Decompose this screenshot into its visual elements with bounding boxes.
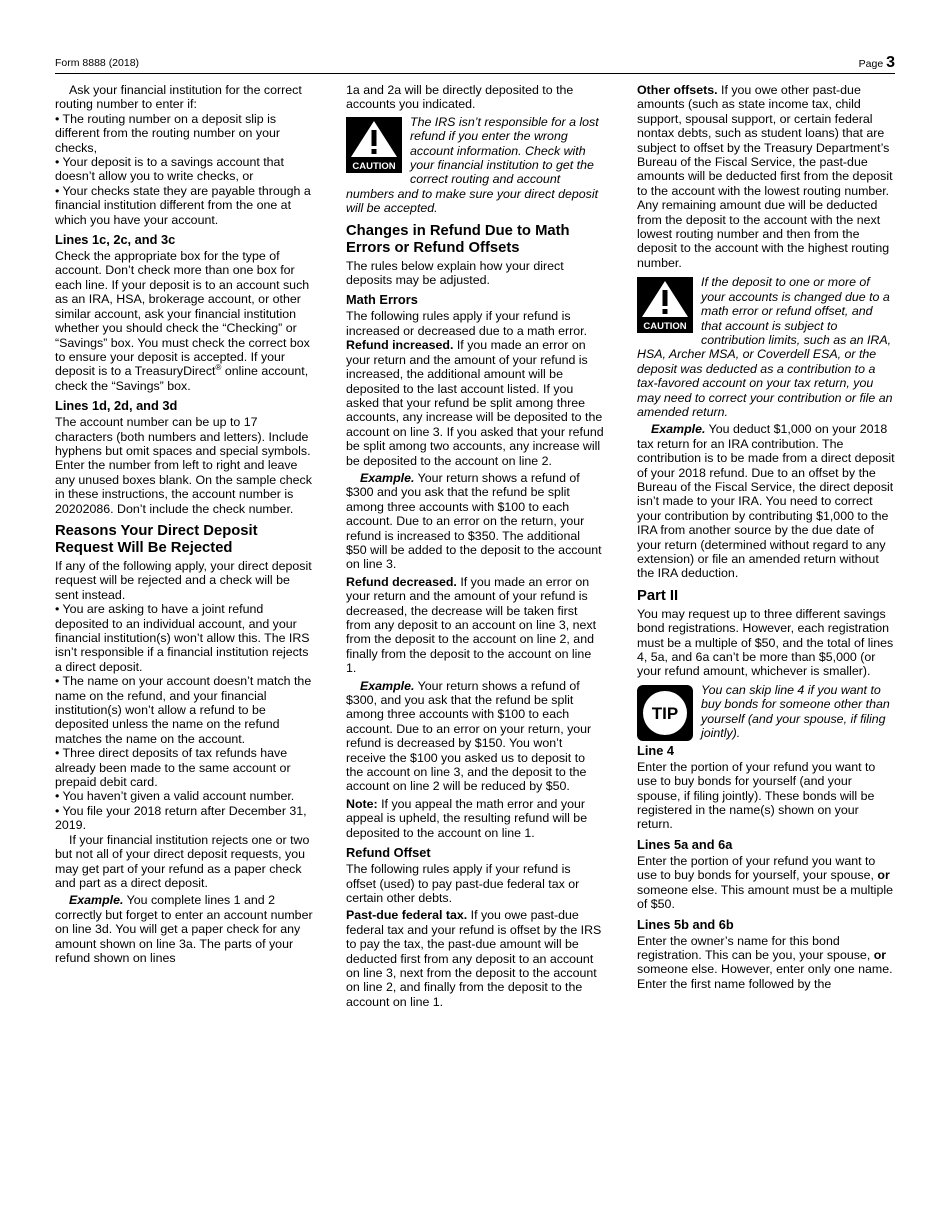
- bullet-item: • You are asking to have a joint refund deposited to an individual account, and your financial institution(s) won’t allow this. The IRS isn’t responsible if a financial institution rejects a direct deposit.: [55, 602, 310, 674]
- paragraph: Enter the portion of your refund you want to use to buy bonds for yourself (and your spouse, if filing jointly). These bonds will be registered in the name(s) shown on your return.: [637, 759, 876, 832]
- note-label: Note:: [346, 796, 378, 811]
- paragraph: The following rules apply if your refund is offset (used) to pay past-due federal tax or certain other debts.: [346, 862, 580, 905]
- column-3: [637, 83, 895, 991]
- example-paragraph: [346, 471, 604, 572]
- column-1: [55, 83, 313, 965]
- caution-icon: [637, 277, 693, 333]
- tip-icon: [637, 685, 693, 741]
- paragraph: Ask your financial institution for the correct routing number to enter if:: [55, 83, 302, 112]
- paragraph-text: If you made an error on your return and the amount of your refund is increased, the additional amount will be deposited to the last account listed. If you asked that your refund be split among three accounts, any increase will be deposited to the account on line 3. If you asked that your refund be split among two accounts, any increase will be deposited to the account on line 2.: [346, 338, 604, 468]
- page-label: Page: [858, 58, 884, 70]
- past-due-label: Past-due federal tax.: [346, 908, 468, 923]
- caution-callout: [346, 115, 604, 216]
- paragraph-text: Check the appropriate box for the type of account. Don’t check more than one box for each line. If your deposit is to an account such as an IRA, HSA, brokerage account, or other similar account, ask your financial institution whether you should check the “Checking” or “Savings” box. You must check the correct box to ensure your deposit is accepted. If your deposit is to a TreasuryDirect: [55, 249, 310, 379]
- example-text: You deduct $1,000 on your 2018 tax return for an IRA contribution. The contribution is to be made from a direct deposit of your 2018 refund. Due to an offset by the Bureau of the Fiscal Service, the direct deposit isn’t made to your IRA. You need to correct your contribution by contributing $1,000 to the IRA from another source by the due date of your return (determined without regard to any extension) or file an amended return without the IRA deduction.: [637, 422, 895, 581]
- paragraph: 1a and 2a will be directly deposited to the accounts you indicated.: [346, 83, 574, 112]
- section-heading: Reasons Your Direct Deposit Request Will Be Rejected: [55, 522, 258, 556]
- tip-text: You can skip line 4 if you want to buy bonds for someone other than yourself (and your spouse, if filing jointly).: [701, 682, 890, 741]
- paragraph-text: If you owe other past-due amounts (such as state income tax, child support, spousal support, or certain federal nontax debts, such as student loans) that are subject to offset by the Treasury Department’s Bureau of the Fiscal Service, the past-due amounts will be deducted first from the deposit to the account with the lowest routing number. Any remaining amount due will be deducted from the deposit to the account with the next lowest routing number and then from the deposit to the account with the highest routing number.: [637, 83, 893, 270]
- bullet-item: • You haven’t given a valid account number.: [55, 789, 295, 804]
- paragraph-text: Enter the portion of your refund you want to use to buy bonds for yourself, your spouse,: [637, 853, 878, 883]
- other-offsets-label: Other offsets.: [637, 83, 718, 97]
- bullet-item: • You file your 2018 return after December 31, 2019.: [55, 803, 307, 833]
- section-heading: Math Errors: [346, 292, 418, 308]
- paragraph: If your financial institution rejects one or two but not all of your direct deposit requests, you may get part of your refund as a paper check and part as a direct deposit.: [55, 832, 310, 890]
- paragraph-text: Enter the owner’s name for this bond registration. This can be you, your spouse,: [637, 933, 874, 962]
- paragraph: The rules below explain how your direct deposits may be adjusted.: [346, 258, 564, 288]
- caution-label: CAUTION: [643, 321, 687, 333]
- section-heading: Lines 1c, 2c, and 3c: [55, 232, 176, 248]
- note-paragraph: [346, 797, 604, 840]
- example-text: You complete lines 1 and 2 correctly but forget to enter an account number on line 3d. You will get a paper check for any amount shown on line 3a. The parts of your refund shown on lines: [55, 893, 313, 965]
- paragraph: [346, 575, 604, 676]
- example-text: Your return shows a refund of $300, and you ask that the refund be split among three accounts with $100 to each account. Due to an error on your return, your refund is decreased by $150. You won’t receive the $100 you asked us to deposit to the account on line 3, and the deposit to the account on line 2 will be reduced by $50.: [346, 678, 592, 794]
- page-number: 3: [886, 54, 895, 71]
- example-paragraph: [637, 422, 895, 580]
- example-label: Example.: [360, 678, 415, 693]
- bullet-item: • Your checks state they are payable through a financial institution different from the one at which you have your account.: [55, 183, 311, 227]
- registered-mark: ®: [215, 363, 222, 373]
- paragraph-text: online account, check the “Savings” box.: [55, 364, 309, 393]
- form-label: Form 8888 (2018): [55, 57, 140, 69]
- example-label: Example.: [651, 422, 706, 437]
- example-paragraph: [346, 679, 604, 794]
- note-text: If you appeal the math error and your appeal is upheld, the resulting refund will be deposited to the account on line 1.: [346, 796, 588, 840]
- bullet-item: • Your deposit is to a savings account that doesn’t allow you to write checks, or: [55, 155, 284, 184]
- header-rule: [55, 73, 895, 74]
- paragraph: The account number can be up to 17 characters (both numbers and letters). Include hyphens but omit spaces and special symbols. Enter the number from left to right and leave any unused boxes blank. On the sample check in these instructions, the account number is 20202086. Don’t include the check number.: [55, 415, 312, 516]
- section-heading: Lines 1d, 2d, and 3d: [55, 398, 178, 414]
- section-heading: Lines 5b and 6b: [637, 916, 734, 932]
- section-heading: Line 4: [637, 742, 674, 758]
- or-emphasis: or: [877, 868, 890, 883]
- tip-callout: [637, 683, 895, 741]
- example-label: Example.: [69, 893, 124, 908]
- refund-increased-label: Refund increased.: [346, 338, 454, 353]
- section-heading: Refund Offset: [346, 845, 431, 861]
- paragraph-text: someone else. This amount must be a multiple of $50.: [637, 882, 893, 912]
- paragraph: [637, 854, 895, 912]
- paragraph: If any of the following apply, your direct deposit request will be rejected and a check will be sent instead.: [55, 558, 312, 602]
- caution-label: CAUTION: [352, 160, 396, 172]
- paragraph: You may request up to three different savings bond registrations. However, each registration must be a multiple of $50, and the total of lines 4, 5a, and 6a can’t be more than $5,000 (or your refund amount, whichever is smaller).: [637, 606, 894, 679]
- paragraph: [346, 908, 604, 1009]
- bullet-item: • The name on your account doesn’t match the name on the refund, and your financial institution(s) won’t allow a refund to be deposited unless the name on the refund matches the name on the account.: [55, 674, 312, 746]
- or-emphasis: or: [873, 947, 887, 962]
- paragraph: The following rules apply if your refund is increased or decreased due to a math error.: [346, 309, 588, 338]
- example-text: Your return shows a refund of $300 and you ask that the refund be split among three accounts with $100 to each account. Due to an error on the return, your refund is increased to $350. The additional $50 will be added to the deposit to the account on line 3.: [346, 470, 602, 572]
- refund-decreased-label: Refund decreased.: [346, 574, 457, 589]
- page-number-label: [859, 54, 895, 72]
- example-label: Example.: [360, 470, 415, 485]
- paragraph-text: someone else. However, enter only one name. Enter the first name followed by the: [637, 962, 893, 991]
- paragraph: [637, 83, 895, 270]
- bullet-item: • Three direct deposits of tax refunds have already been made to the same account or prepaid debit card.: [55, 746, 291, 790]
- section-heading: Lines 5a and 6a: [637, 836, 733, 852]
- caution-text: The IRS isn’t responsible for a lost refund if you enter the wrong account information. Check with your financial institution to get the correct routing and account numbers and to make sure your direct deposit will be accepted.: [346, 114, 599, 216]
- column-2: [346, 83, 604, 1009]
- paragraph-text: If you owe past-due federal tax and your refund is offset by the IRS to pay the tax, the past-due amount will be deducted first from any deposit to an account on line 3, next from the deposit to the account on line 2, and finally from the deposit to the account on line 1.: [346, 908, 602, 1009]
- paragraph: [346, 338, 604, 468]
- paragraph: [55, 249, 313, 393]
- caution-text: If the deposit to one or more of your accounts is changed due to a math error or refund offset, and that account is subject to contribution limits, such as an IRA, HSA, Archer MSA, or Coverdell ESA, or the deposit was deducted as a contribution to a tax-favored account on your tax return, you may need to correct your contribution or file an amended return.: [637, 275, 893, 419]
- section-heading: Changes in Refund Due to Math Errors or Refund Offsets: [346, 222, 570, 256]
- tip-label: TIP: [651, 703, 679, 723]
- caution-icon: [346, 117, 402, 173]
- example-paragraph: [55, 893, 313, 965]
- section-heading: Part II: [637, 587, 679, 604]
- caution-callout: [637, 275, 895, 419]
- bullet-item: • The routing number on a deposit slip is different from the routing number on your checks,: [55, 111, 280, 155]
- paragraph-text: If you made an error on your return and the amount of your refund is decreased, the decrease will be taken first from any deposit to an account on line 3, next from the deposit to the account on line 2, and finally from the deposit to the account on line 1.: [346, 574, 597, 676]
- paragraph: [637, 934, 895, 992]
